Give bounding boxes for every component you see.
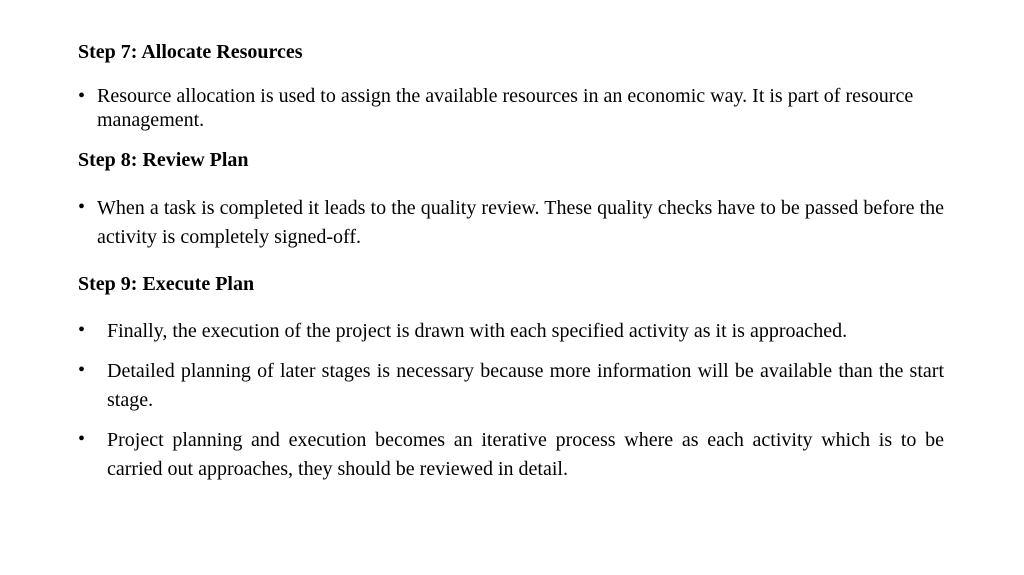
step-9-bullet-3 [78, 426, 944, 484]
step-7-heading: Step 7: Allocate Resources [78, 41, 303, 63]
step-9-bullet-2 [78, 357, 944, 415]
step-7-bullet-1 [78, 84, 944, 132]
step-9-bullet-3-text: Project planning and execution becomes an iterative process where as each activity which is to be carried out approaches, they should be reviewed in detail. [107, 429, 944, 480]
step-9-bullet-2-text: Detailed planning of later stages is necessary because more information will be available than the start stage. [107, 360, 944, 411]
bullet-icon: • [78, 428, 86, 450]
step-8-heading: Step 8: Review Plan [78, 149, 249, 171]
step-9-bullet-1-text: Finally, the execution of the project is drawn with each specified activity as it is approached. [107, 320, 848, 342]
step-9-bullet-1 [78, 317, 944, 346]
bullet-icon: • [78, 196, 86, 218]
step-9-heading: Step 9: Execute Plan [78, 273, 255, 295]
step-8-bullet-1-text: When a task is completed it leads to the quality review. These quality checks have to be passed before the activity is completely signed-off. [97, 197, 944, 248]
bullet-icon: • [78, 359, 86, 381]
bullet-icon: • [78, 85, 86, 107]
step-7-bullet-1-text: Resource allocation is used to assign the available resources in an economic way. It is part of resource management. [97, 85, 914, 131]
bullet-icon: • [78, 319, 86, 341]
step-8-bullet-1 [78, 194, 944, 252]
